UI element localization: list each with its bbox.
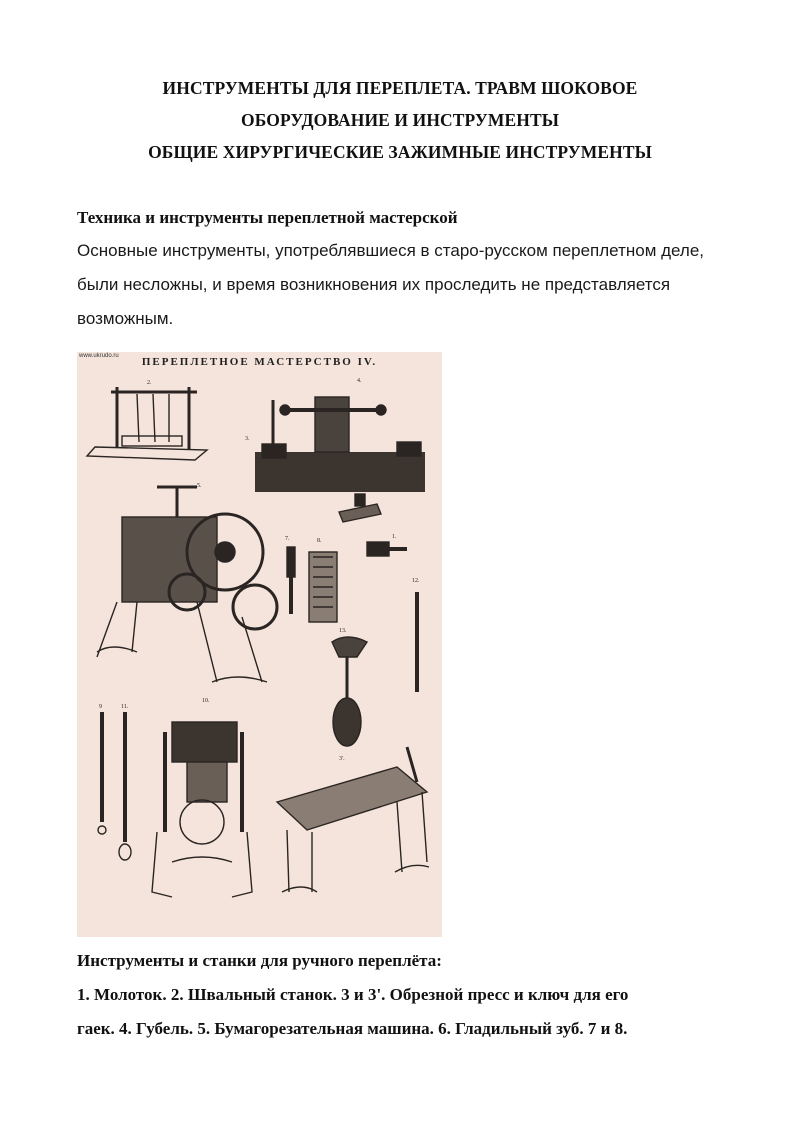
svg-text:1.: 1. bbox=[392, 534, 397, 540]
title-line-3: ОБЩИЕ ХИРУРГИЧЕСКИЕ ЗАЖИМНЫЕ ИНСТРУМЕНТЫ bbox=[148, 142, 652, 162]
tools-list-line-1: 1. Молоток. 2. Швальный станок. 3 и 3'. Обрезной пресс и ключ для его bbox=[77, 985, 629, 1004]
svg-text:8.: 8. bbox=[317, 538, 322, 544]
title-line-1: ИНСТРУМЕНТЫ ДЛЯ ПЕРЕПЛЕТА. ТРАВМ ШОКОВОЕ bbox=[162, 78, 638, 98]
bookbinding-illustration bbox=[77, 352, 442, 937]
figure-site-label: www.ukrudo.ru bbox=[79, 353, 119, 359]
tools-list-heading: Инструменты и станки для ручного переплёта: bbox=[77, 951, 442, 970]
sewing-frame-drawing bbox=[87, 387, 207, 460]
section-heading-workshop: Техника и инструменты переплетной мастерской bbox=[77, 208, 458, 227]
tools-list-line-2: гаек. 4. Губель. 5. Бумагорезательная машина. 6. Гладильный зуб. 7 и 8. bbox=[77, 1019, 628, 1038]
intro-paragraph: Основные инструменты, употреблявшиеся в старо-русском переплетном деле, были несложны, и время возникновения их проследить не представляется возможным. bbox=[77, 241, 705, 328]
svg-text:2.: 2. bbox=[147, 380, 152, 386]
press-drawing bbox=[255, 397, 425, 492]
svg-text:7.: 7. bbox=[285, 536, 290, 542]
paper-cutter-drawing bbox=[277, 747, 429, 892]
svg-text:10.: 10. bbox=[202, 698, 210, 704]
svg-text:11.: 11. bbox=[121, 704, 129, 710]
svg-text:3'.: 3'. bbox=[339, 756, 345, 762]
figure-title: ПЕРЕПЛЕТНОЕ МАСТЕРСТВО IV. bbox=[141, 356, 378, 368]
svg-text:3.: 3. bbox=[245, 436, 250, 442]
svg-text:13.: 13. bbox=[339, 628, 347, 634]
tools-list-section bbox=[77, 944, 737, 1046]
svg-text:4.: 4. bbox=[357, 378, 362, 384]
svg-text:5.: 5. bbox=[197, 483, 202, 489]
svg-text:6.: 6. bbox=[357, 496, 362, 502]
svg-text:9: 9 bbox=[99, 704, 102, 710]
document-title bbox=[60, 72, 740, 168]
standing-press-drawing bbox=[152, 722, 252, 897]
svg-text:12.: 12. bbox=[412, 578, 420, 584]
title-line-2: ОБОРУДОВАНИЕ И ИНСТРУМЕНТЫ bbox=[240, 110, 559, 130]
burnisher-tools-drawing bbox=[98, 712, 131, 860]
cutting-machine-drawing bbox=[97, 487, 277, 682]
engraving-drawing bbox=[77, 352, 442, 937]
small-tools-drawing bbox=[287, 494, 417, 746]
